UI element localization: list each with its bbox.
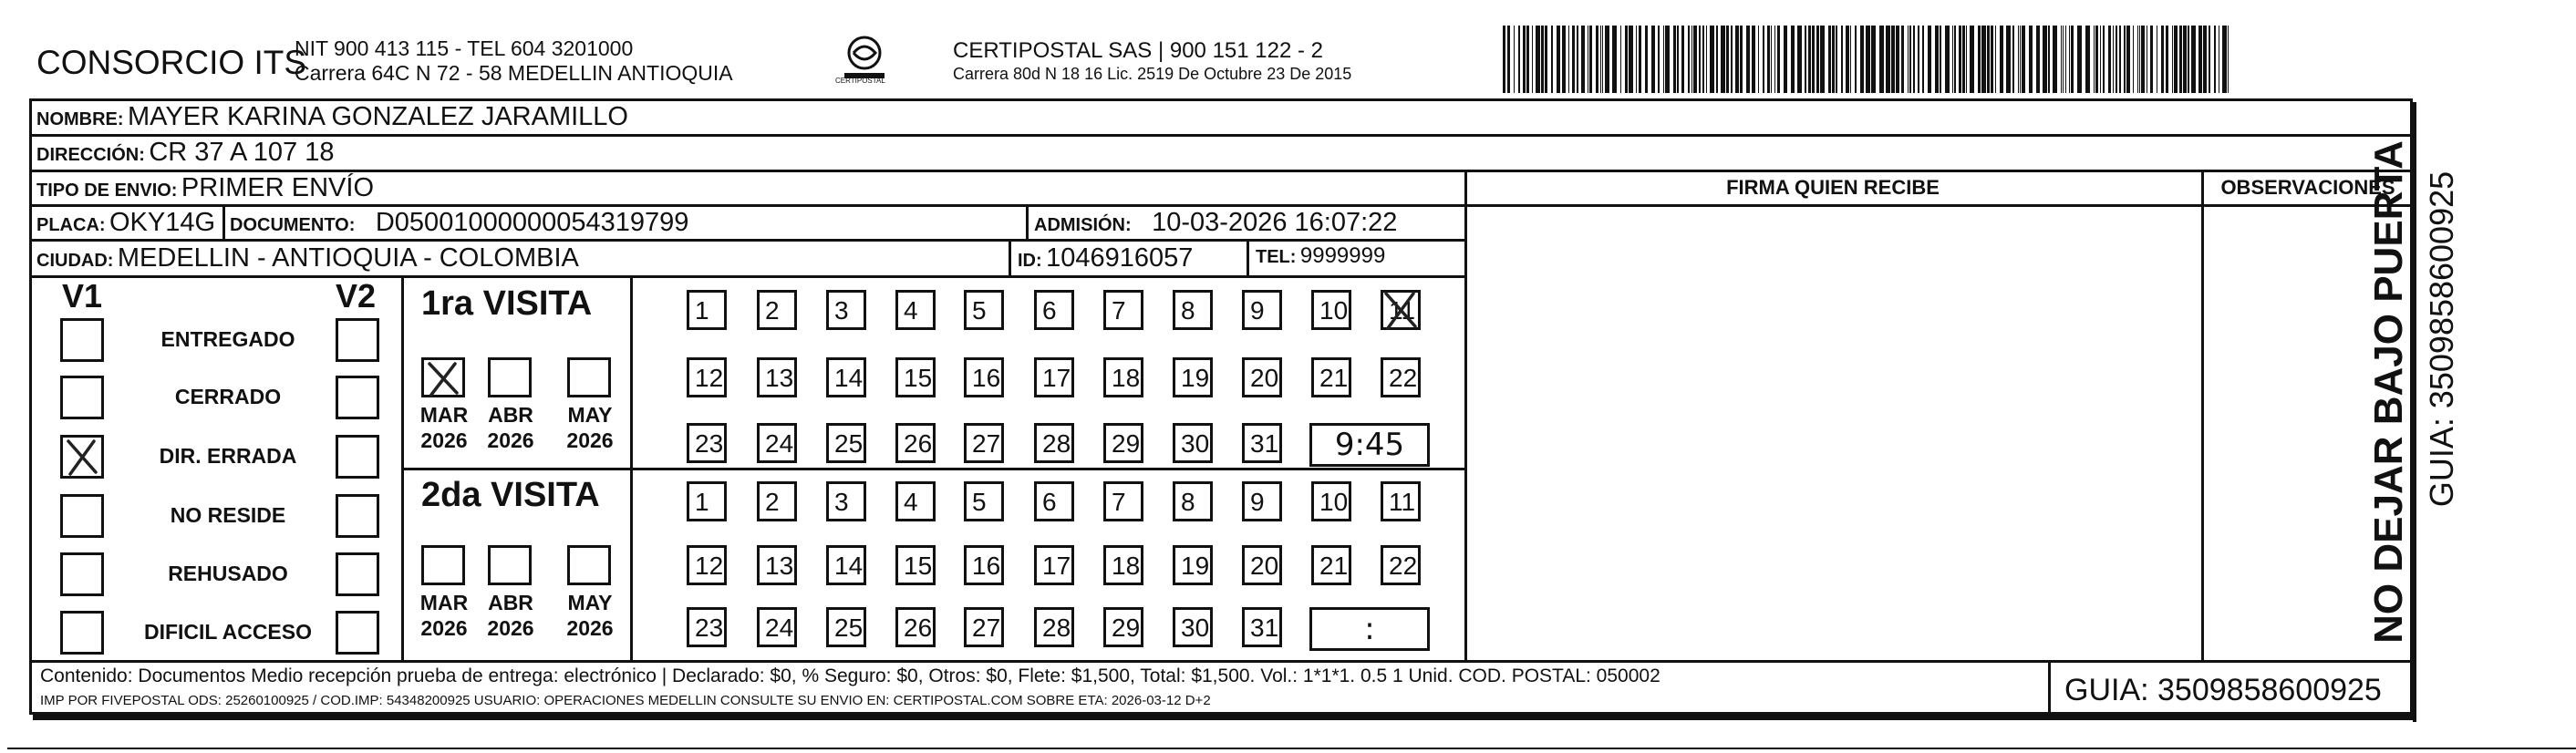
footer-contents: Contenido: Documentos Medio recepción prueba de entrega: electrónico | Declarado: $0, % Seguro: $0, Otros: $0, Flete: $1,500, Total: $1,500. Vol.: 1*1*1. 0.5 1 Unid. COD. POSTAL: 050002 xyxy=(40,665,1660,686)
firma-area[interactable] xyxy=(1467,207,2201,660)
id-field xyxy=(1018,243,1193,273)
company-name: CONSORCIO ITS xyxy=(36,44,307,81)
second-visit-day-box[interactable]: 31 xyxy=(1242,607,1282,647)
first-visit-day-box[interactable]: 9 xyxy=(1242,290,1282,330)
tel-field xyxy=(1256,243,1385,269)
id-label: ID: xyxy=(1018,251,1042,271)
v2-checkbox[interactable] xyxy=(336,435,379,479)
v1-checkbox[interactable] xyxy=(60,318,104,362)
tipo-label: TIPO DE ENVIO: xyxy=(36,181,178,201)
tel-value: 9999999 xyxy=(1299,243,1386,268)
first-visit-day-cross-mark xyxy=(1381,290,1421,330)
first-visit-day-box[interactable]: 3 xyxy=(826,290,866,330)
v1-header: V1 xyxy=(62,277,103,315)
first-visit-month-checkbox[interactable] xyxy=(488,357,532,397)
v2-checkbox[interactable] xyxy=(336,552,379,596)
company-address: Carrera 64C N 72 - 58 MEDELLIN ANTIOQUIA xyxy=(295,61,733,85)
second-visit-day-box[interactable]: 14 xyxy=(826,545,866,585)
v2-checkbox[interactable] xyxy=(336,611,379,655)
carrier-address: Carrera 80d N 18 16 Lic. 2519 De Octubre 23 De 2015 xyxy=(953,65,1352,83)
second-visit-month-checkbox[interactable] xyxy=(421,545,465,585)
first-visit-month-year: 2026 xyxy=(566,428,614,452)
id-value: 1046916057 xyxy=(1046,243,1194,273)
v2-checkbox[interactable] xyxy=(336,376,379,419)
second-visit-day-box[interactable]: 21 xyxy=(1311,545,1351,585)
footer-print-info: IMP POR FIVEPOSTAL ODS: 25260100925 / COD.IMP: 54348200925 USUARIO: OPERACIONES MEDELLIN CONSULTE SU ENVIO EN: CERTIPOSTAL.COM SOBRE ETA: 2026-03-12 D+2 xyxy=(40,693,1211,708)
tipo-value: PRIMER ENVÍO xyxy=(181,173,375,202)
first-visit-day-box[interactable]: 16 xyxy=(964,357,1004,397)
tel-label: TEL: xyxy=(1256,247,1297,267)
first-visit-day-box[interactable]: 21 xyxy=(1311,357,1351,397)
first-visit-title: 1ra VISITA xyxy=(421,284,593,323)
second-visit-month-checkbox[interactable] xyxy=(567,545,611,585)
tipo-row xyxy=(36,173,374,203)
first-visit-day-box[interactable]: 5 xyxy=(964,290,1004,330)
second-visit-day-box[interactable]: 3 xyxy=(826,481,866,521)
second-visit-month-checkbox[interactable] xyxy=(488,545,532,585)
first-visit-day-box[interactable]: 12 xyxy=(687,357,727,397)
placa-field xyxy=(36,208,215,238)
second-visit-day-box[interactable]: 6 xyxy=(1034,481,1074,521)
admision-field xyxy=(1034,208,1397,238)
first-visit-month-name: ABR xyxy=(488,403,533,427)
no-dejar-warning: NO DEJAR BAJO PUERTA xyxy=(2366,140,2411,644)
second-visit-day-box[interactable]: 25 xyxy=(826,607,866,647)
first-visit-month-checkbox[interactable] xyxy=(567,357,611,397)
first-visit-day-box[interactable]: 6 xyxy=(1034,290,1074,330)
firma-header: FIRMA QUIEN RECIBE xyxy=(1726,176,1940,199)
ciudad-label: CIUDAD: xyxy=(36,251,114,271)
second-visit-day-box[interactable]: 4 xyxy=(895,481,936,521)
first-visit-day-box[interactable]: 23 xyxy=(687,423,727,463)
second-visit-day-box[interactable]: 10 xyxy=(1311,481,1351,521)
first-visit-month-checkbox-checked[interactable] xyxy=(421,357,465,397)
second-visit-time-box[interactable] xyxy=(1309,607,1430,651)
first-visit-day-box[interactable]: 13 xyxy=(757,357,797,397)
nombre-label: NOMBRE: xyxy=(36,109,124,129)
first-visit-day-box[interactable]: 4 xyxy=(895,290,936,330)
ciudad-field xyxy=(36,243,579,273)
second-visit-day-box[interactable]: 5 xyxy=(964,481,1004,521)
second-visit-month-name: MAY xyxy=(567,591,613,614)
v2-header: V2 xyxy=(336,277,377,315)
second-visit-day-box[interactable]: 1 xyxy=(687,481,727,521)
first-visit-day-box[interactable]: 11 xyxy=(1381,290,1421,330)
placa-value: OKY14G xyxy=(109,208,216,237)
nombre-row xyxy=(36,102,628,132)
first-visit-month-year: 2026 xyxy=(487,428,534,452)
logo-caption: CERTIPOSTAL xyxy=(835,77,885,85)
carrier-name: CERTIPOSTAL SAS | 900 151 122 - 2 xyxy=(953,38,1323,63)
v1-checkbox[interactable] xyxy=(60,611,104,655)
second-visit-day-box[interactable]: 13 xyxy=(757,545,797,585)
second-visit-month-name: ABR xyxy=(488,591,533,614)
first-visit-day-box[interactable]: 15 xyxy=(895,357,936,397)
v1-checkbox-checked[interactable] xyxy=(60,435,104,479)
second-visit-day-box[interactable]: 19 xyxy=(1173,545,1213,585)
second-visit-day-box[interactable]: 11 xyxy=(1381,481,1421,521)
v1-checkbox[interactable] xyxy=(60,552,104,596)
first-visit-day-box[interactable]: 27 xyxy=(964,423,1004,463)
documento-label: DOCUMENTO: xyxy=(230,215,356,235)
first-visit-day-box[interactable]: 10 xyxy=(1311,290,1351,330)
first-visit-day-box[interactable]: 19 xyxy=(1173,357,1213,397)
second-visit-day-box[interactable]: 15 xyxy=(895,545,936,585)
admision-value: 10-03-2026 16:07:22 xyxy=(1152,208,1398,237)
second-visit-day-box[interactable]: 8 xyxy=(1173,481,1213,521)
direccion-row xyxy=(36,138,335,168)
admision-label: ADMISIÓN: xyxy=(1034,215,1132,235)
first-visit-day-box[interactable]: 31 xyxy=(1242,423,1282,463)
second-visit-day-box[interactable]: 17 xyxy=(1034,545,1074,585)
second-visit-day-box[interactable]: 29 xyxy=(1103,607,1143,647)
second-visit-day-box[interactable]: 30 xyxy=(1173,607,1213,647)
second-visit-day-box[interactable]: 7 xyxy=(1103,481,1143,521)
ciudad-value: MEDELLIN - ANTIOQUIA - COLOMBIA xyxy=(117,243,579,273)
second-visit-day-box[interactable]: 18 xyxy=(1103,545,1143,585)
first-visit-month-name: MAR xyxy=(419,403,469,427)
first-visit-day-box[interactable]: 14 xyxy=(826,357,866,397)
second-visit-month-name: MAR xyxy=(419,591,469,614)
second-visit-title: 2da VISITA xyxy=(421,476,600,514)
barcode xyxy=(1503,26,2232,93)
option-label: CERRADO xyxy=(174,385,282,408)
first-visit-day-box[interactable]: 1 xyxy=(687,290,727,330)
second-visit-day-box[interactable]: 23 xyxy=(687,607,727,647)
first-visit-day-box[interactable]: 17 xyxy=(1034,357,1074,397)
first-visit-day-box[interactable]: 22 xyxy=(1381,357,1421,397)
footer-guia: GUIA: 3509858600925 xyxy=(2064,673,2382,707)
placa-label: PLACA: xyxy=(36,215,106,235)
second-visit-day-box[interactable]: 24 xyxy=(757,607,797,647)
direccion-value: CR 37 A 107 18 xyxy=(149,138,335,167)
first-visit-day-box[interactable]: 29 xyxy=(1103,423,1143,463)
second-visit-month-year: 2026 xyxy=(420,616,468,640)
second-visit-day-box[interactable]: 12 xyxy=(687,545,727,585)
option-label: NO RESIDE xyxy=(170,503,286,527)
first-visit-day-box[interactable]: 8 xyxy=(1173,290,1213,330)
second-visit-day-box[interactable]: 9 xyxy=(1242,481,1282,521)
first-visit-time-box[interactable] xyxy=(1309,423,1430,467)
option-label: REHUSADO xyxy=(168,562,288,585)
second-visit-day-box[interactable]: 28 xyxy=(1034,607,1074,647)
first-visit-day-box[interactable]: 24 xyxy=(757,423,797,463)
second-visit-day-box[interactable]: 22 xyxy=(1381,545,1421,585)
option-label: DIR. ERRADA xyxy=(159,444,297,468)
company-nit: NIT 900 413 115 - TEL 604 3201000 xyxy=(295,36,634,60)
second-visit-month-year: 2026 xyxy=(487,616,534,640)
option-label: DIFICIL ACCESO xyxy=(143,620,312,644)
first-visit-day-box[interactable]: 7 xyxy=(1103,290,1143,330)
nombre-value: MAYER KARINA GONZALEZ JARAMILLO xyxy=(128,102,628,131)
second-visit-day-box[interactable]: 16 xyxy=(964,545,1004,585)
first-visit-month-year: 2026 xyxy=(420,428,468,452)
first-visit-month-name: MAY xyxy=(567,403,613,427)
first-visit-day-box[interactable]: 30 xyxy=(1173,423,1213,463)
second-visit-day-box[interactable]: 26 xyxy=(895,607,936,647)
option-label: ENTREGADO xyxy=(160,327,295,351)
first-visit-day-box[interactable]: 25 xyxy=(826,423,866,463)
second-visit-day-box[interactable]: 20 xyxy=(1242,545,1282,585)
second-visit-day-box[interactable]: 27 xyxy=(964,607,1004,647)
first-visit-day-box[interactable]: 2 xyxy=(757,290,797,330)
v1-checkbox[interactable] xyxy=(60,376,104,419)
first-visit-day-box[interactable]: 18 xyxy=(1103,357,1143,397)
first-visit-day-box[interactable]: 26 xyxy=(895,423,936,463)
direccion-label: DIRECCIÓN: xyxy=(36,145,145,165)
first-visit-day-box[interactable]: 20 xyxy=(1242,357,1282,397)
v2-checkbox[interactable] xyxy=(336,318,379,362)
first-visit-time-value: 9:45 xyxy=(1334,427,1405,463)
second-visit-time-value: : xyxy=(1364,611,1375,647)
documento-field xyxy=(230,208,688,238)
side-guia: GUIA: 3509858600925 xyxy=(2423,170,2460,508)
v1-checkbox[interactable] xyxy=(60,494,104,538)
v2-checkbox[interactable] xyxy=(336,494,379,538)
observaciones-header: OBSERVACIONES xyxy=(2220,176,2395,199)
first-visit-day-box[interactable]: 28 xyxy=(1034,423,1074,463)
second-visit-day-box[interactable]: 2 xyxy=(757,481,797,521)
documento-value: D05001000000054319799 xyxy=(375,208,689,237)
second-visit-month-year: 2026 xyxy=(566,616,614,640)
